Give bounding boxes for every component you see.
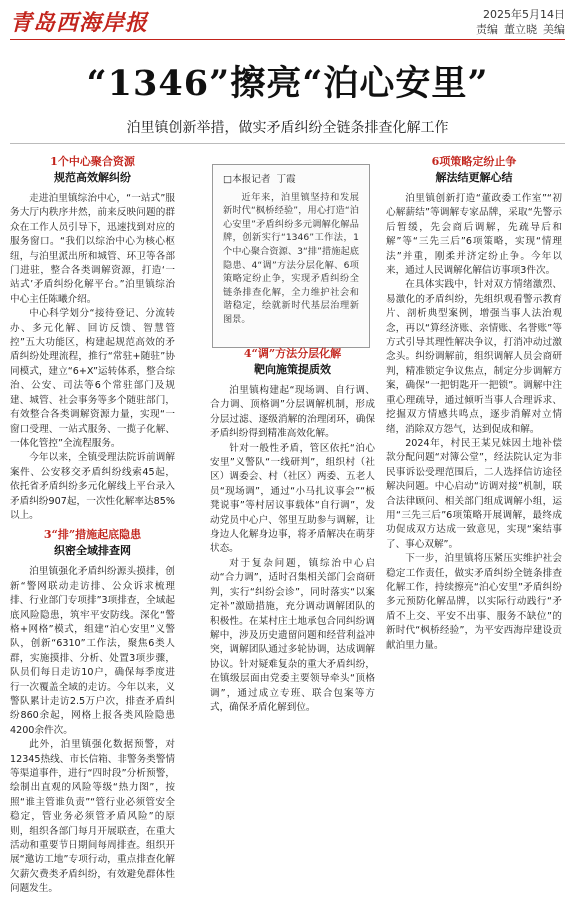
credits xyxy=(470,22,565,37)
section-heading xyxy=(386,154,562,186)
paragraph: 今年以来，全镇受理法院诉前调解案件、公安移交矛盾纠纷线索45起，依托省矛盾纠纷多元化解线上平台录入矛盾纠纷907起，一次性化解率达85%以上。 xyxy=(10,452,175,521)
section-title: 规范高效解纠纷 xyxy=(54,171,131,184)
paragraph: 泊里镇强化矛盾纠纷源头摸排，创新“警网联动走访排、公众诉求梳理排、行业部门专项排”3项排查，全域起底风险隐患，筑牢平安防线。深化“警格+网格”模式，组建“泊心安里”义警队，创新“6310”工作法，聚焦6类人群，实施摸排、分析、处置3项步骤，队员们每日走访10户，确保每季度进行一次覆盖全域的走访。今年以来，义警队累计走访2.5万户次，排查矛盾纠纷860余起，网格上报各类风险隐患4200余件次。 xyxy=(10,566,175,736)
reporter-name: 丁霞 xyxy=(276,174,296,185)
section-title: 解法结更解心结 xyxy=(435,171,513,184)
headline: “1346”擦亮“泊心安里” xyxy=(86,63,489,104)
reporter-label: □本报记者 xyxy=(223,174,271,185)
section-kicker: 4“调”方法分层化解 xyxy=(243,347,342,360)
section-kicker: 1个中心聚合资源 xyxy=(50,155,135,168)
section-kicker: 3“排”措施起底隐患 xyxy=(43,528,142,542)
section-heading xyxy=(10,154,175,186)
credit-proof: 董立晓 xyxy=(504,23,537,36)
abstract-spacer xyxy=(210,150,375,342)
section-kicker: 6项策略定纷止争 xyxy=(431,155,517,168)
section-title: 靶向施策提质效 xyxy=(254,363,331,376)
column-2 xyxy=(210,150,375,715)
credit-editor: 责编 xyxy=(476,23,498,36)
paragraph: 下一步，泊里镇将压紧压实维护社会稳定工作责任，做实矛盾纠纷全链条排查化解工作，持续擦亮“泊心安里”矛盾纠纷多元预防化解品牌，以实际行动践行“矛盾不上交、平安不出事、服务不缺位”的新时代“枫桥经验”，为平安西海岸建设贡献泊里力量。 xyxy=(386,553,562,651)
paragraph: 泊里镇构建起“现场调、自行调、合力调、顶格调”分层调解机制，形成分层过滤、逐级消解的治理闭环，确保矛盾纠纷得到精准高效化解。 xyxy=(210,385,375,440)
paragraph: 中心科学划分“接待登记、分流转办、多元化解、回访反馈、智慧管控”五大功能区，构建起规范高效的矛盾纠纷处理流程，推行“常驻+随驻”协同模式，建立“6+X”运转体系，整合综治、公安、司法等6个常驻部门及规建、城管、社会事务等多个随驻部门，有效整合各类调解资源力量，实现“一窗口受理、一站式服务、一揽子化解、一体化管控”全流程服务。 xyxy=(10,308,175,449)
paragraph: 在具体实践中，针对双方情绪激烈、易激化的矛盾纠纷，先组织观看警示教育片、剖析典型案例，增强当事人法治观念，再以“算经济账、亲情账、名誉账”等方式引导其理性解决争议，打消冲动过激念头。纠纷调解前，组织调解人员会商研判，精准锁定争议焦点，制定分步调解方案，确保“一把钥匙开一把锁”。调解中注重心理疏导，通过倾听当事人合理诉求、挖掘双方情感共鸣点，逐步消解对立情绪，消除双方怨气，达到促成和解。 xyxy=(386,279,562,435)
section-title: 织密全域排查网 xyxy=(54,544,131,558)
paragraph: 泊里镇创新打造“董政委工作室”“初心解薪结”等调解专家品牌，采取“先警示后暂缓，先会商后调解，先疏导后和解”等“三先三后”6项策略，实现“情理法”并重，刚柔并济定纷止争。今年以来，通过人民调解化解信访事项3件次。 xyxy=(386,193,562,277)
abstract-text: 近年来，泊里镇坚持和发展新时代“枫桥经验”，用心打造“泊心安里”矛盾纠纷多元调解化解品牌，创新实行“1346”工作法，1个中心聚合资源、3“排”措施起底隐患、4“调”方法分层化解、6项策略定纷止争，实现矛盾纠纷全链条排查化解，全力维护社会和谐稳定，绘就新时代基层治理新图景。 xyxy=(223,191,359,325)
credit-design: 美编 xyxy=(543,23,565,36)
newspaper-logo: 青岛西海岸报 xyxy=(10,10,149,36)
column-1 xyxy=(10,150,175,897)
issue-date: 2025年5月14日 xyxy=(483,8,565,21)
subhead-rule xyxy=(10,143,565,144)
paragraph: 2024年，村民王某兄妹因土地补偿款分配问题“对簿公堂”，经法院认定为非民事诉讼受理范围后，二人选择信访途径解决问题。中心启动“访调对接”机制，联合法律顾问、相关部门组成调解小组，运用“三先三后”6项策略开展调解，最终成功促成双方达成一致意见，实现“案结事了、事心双解”。 xyxy=(386,437,562,550)
section-heading xyxy=(10,527,175,559)
paragraph: 此外，泊里镇强化数据预警，对12345热线、市长信箱、非警务类警情等渠道事件，进行“四时段”分析预警，绘制出直观的风险等级“热力图”，按照“谁主管谁负责”“管行业必须管安全稳定，管业务必须管矛盾风险”的原则，组织各部门每月开展联查，在重大活动和重要节日期间每周排查。组织开展“邀访工地”专项行动，重点排查化解欠薪欠费类矛盾纠纷，有效避免群体性问题发生。 xyxy=(10,739,175,895)
paragraph: 走进泊里镇综治中心，“一站式”服务大厅内秩序井然，前来反映问题的群众在工作人员引导下，迅速找到对应的服务窗口。“我们以综治中心为核心枢纽，与泊里派出所和城管、环卫等各部门进驻，整合各类调解资源，打造‘一站式’矛盾纠纷化解平台。”泊里镇综治中心主任陈曦介绍。 xyxy=(10,193,175,305)
paragraph: 对于复杂问题，镇综治中心启动“合力调”，适时召集相关部门会商研判，实行“纠纷会诊”，同时落实“以案定补”激励措施，充分调动调解团队的积极性。在某村庄土地承包合同纠纷调解中，涉及历史遗留问题和经营利益冲突，调解团队通过多轮协调，达成调解协议。针对疑难复杂的重大矛盾纠纷，在镇级层面由党委主要领导牵头“顶格调”，通过成立专班、联合包案等方式，确保矛盾化解到位。 xyxy=(210,557,375,713)
masthead-rule xyxy=(10,39,565,40)
paragraph: 针对一般性矛盾，管区依托“泊心安里”义警队“一线研判”，组织村（社区）调委会、村（社区）两委、五老人员“现场调”，通过“小马扎议事会”“板凳说事”等村居议事载体“自行调”，发动党员中心户、邻里互助参与调解，让身边人化解身边事，将矛盾解决在萌芽状态。 xyxy=(210,442,375,555)
masthead-meta xyxy=(470,7,565,37)
masthead xyxy=(10,6,565,38)
section-heading xyxy=(210,346,375,378)
subheadline: 泊里镇创新举措，做实矛盾纠纷全链条排查化解工作 xyxy=(126,120,449,136)
column-3 xyxy=(386,150,562,653)
